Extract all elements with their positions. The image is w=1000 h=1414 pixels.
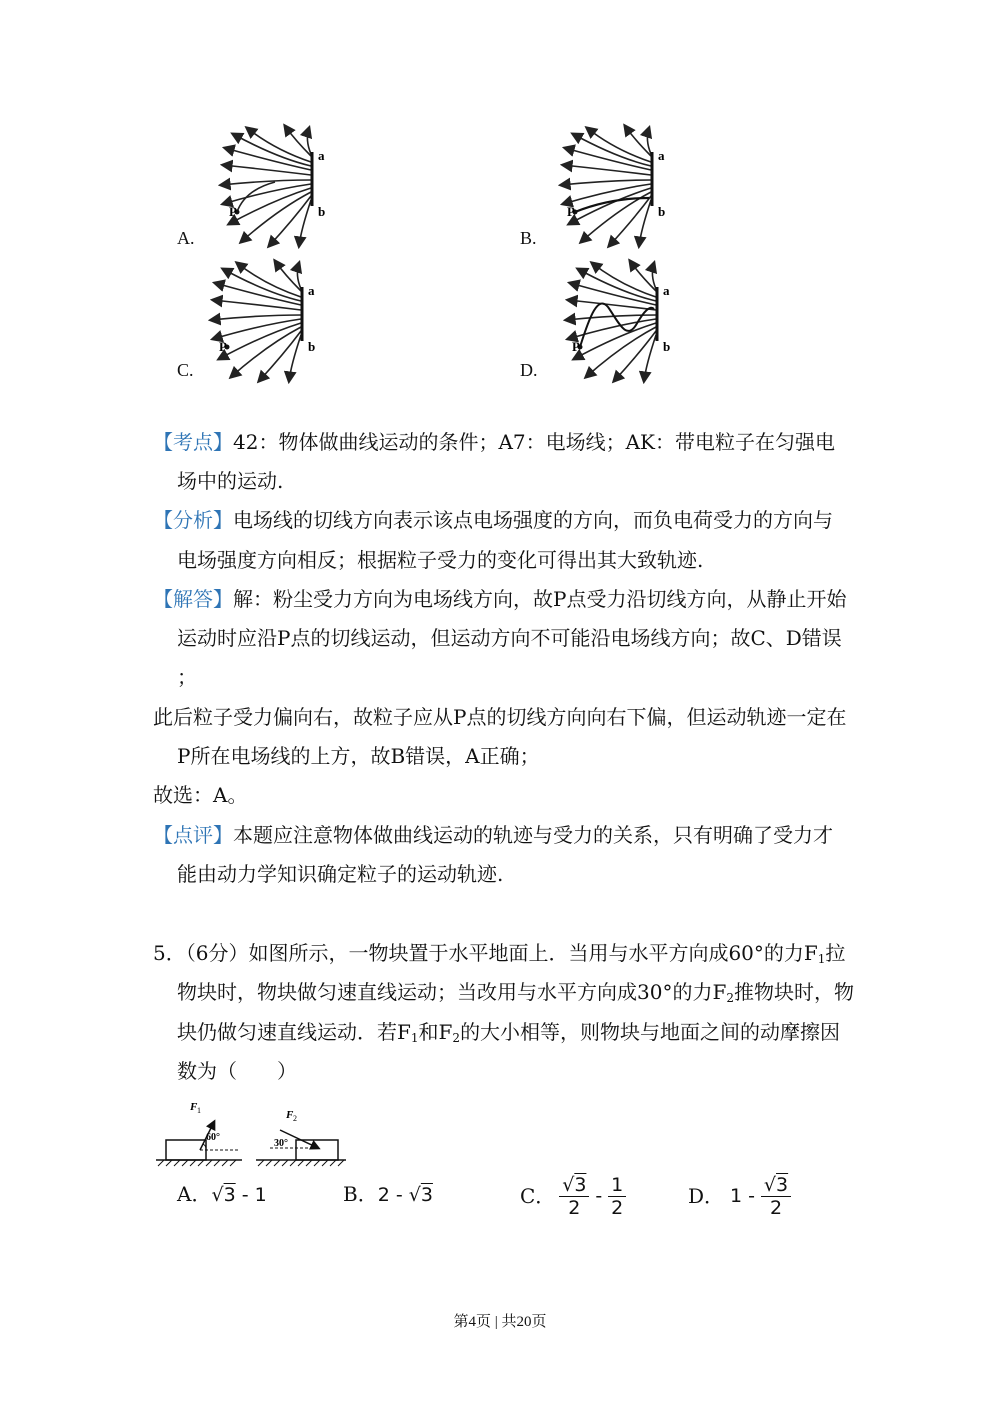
label-a: a <box>663 283 670 298</box>
kaodian-tag: 【考点】 <box>153 430 233 454</box>
figure-option-a <box>215 120 340 250</box>
dianping-tag: 【点评】 <box>153 823 233 847</box>
q5-stem-line2: 物块时，物块做匀速直线运动；当改用与水平方向成30°的力$F_2$推物块时，物 <box>177 980 854 1005</box>
label-p: P <box>219 339 227 354</box>
dianping-line2: 能由动力学知识确定粒子的运动轨迹. <box>177 862 504 886</box>
fenxi-line2: 电场强度方向相反；根据粒子受力的变化可得出其大致轨迹. <box>177 548 704 572</box>
label-a: a <box>318 148 325 163</box>
answer-line: 故选：A。 <box>153 783 248 807</box>
option-c-letter: C. <box>177 360 194 380</box>
jieda-line1: 【解答】解：粉尘受力方向为电场线方向，故P点受力沿切线方向，从静止开始 <box>153 587 847 611</box>
q5-choice-c[interactable]: C． √3 2 - 1 2 <box>520 1170 626 1222</box>
svg-text:F: F <box>190 1101 198 1113</box>
jieda-line2: 运动时应沿P点的切线运动，但运动方向不可能沿电场线方向；故C、D错误 <box>177 626 842 650</box>
label-b: b <box>318 204 326 219</box>
figure-option-d <box>560 255 685 385</box>
page-footer: 第4页 | 共20页 <box>453 1314 547 1330</box>
q5-choice-a[interactable]: A．√3 - 1 <box>177 1182 267 1206</box>
q5-stem-line3: 块仍做匀速直线运动．若$F_1$和$F_2$的大小相等，则物块与地面之间的动摩擦因 <box>177 1020 841 1045</box>
figure-option-c <box>205 255 330 385</box>
q5-stem-line1: 5．（6分）如图所示，一物块置于水平地面上．当用与水平方向成60°的力$F_1$拉 <box>153 941 846 966</box>
q5-choice-d[interactable]: D． 1 - √3 2 <box>688 1170 791 1222</box>
option-d-letter: D. <box>520 360 538 380</box>
analysis-line2: P所在电场线的上方，故B错误，A正确； <box>177 744 540 768</box>
jieda-tag: 【解答】 <box>153 587 233 611</box>
kaodian-line1: 【考点】42：物体做曲线运动的条件；A7：电场线；AK：带电粒子在匀强电 <box>153 430 836 454</box>
label-b: b <box>308 339 316 354</box>
figure-q5-forces <box>150 1092 350 1172</box>
label-p: P <box>572 339 580 354</box>
jieda-line3: ； <box>177 665 197 689</box>
label-a: a <box>308 283 315 298</box>
fenxi-tag: 【分析】 <box>153 508 233 532</box>
label-p: P <box>567 204 575 219</box>
kaodian-line2: 场中的运动. <box>177 469 284 493</box>
dianping-line1: 【点评】本题应注意物体做曲线运动的轨迹与受力的关系，只有明确了受力才 <box>153 823 833 847</box>
svg-text:1: 1 <box>197 1106 201 1115</box>
svg-text:2: 2 <box>293 1114 297 1123</box>
label-a: a <box>658 148 665 163</box>
option-a-letter: A. <box>177 228 195 248</box>
label-p: P <box>229 204 237 219</box>
q5-stem-line4: 数为（ ） <box>177 1059 297 1083</box>
figure-option-b <box>555 120 680 250</box>
option-b-letter: B. <box>520 228 537 248</box>
analysis-line1: 此后粒子受力偏向右，故粒子应从P点的切线方向向右下偏，但运动轨迹一定在 <box>153 705 847 729</box>
svg-text:30°: 30° <box>274 1138 288 1149</box>
svg-text:60°: 60° <box>206 1132 220 1143</box>
svg-text:F: F <box>286 1109 294 1121</box>
label-b: b <box>658 204 666 219</box>
q5-choice-b[interactable]: B．2 - √3 <box>343 1182 433 1206</box>
fenxi-line1: 【分析】电场线的切线方向表示该点电场强度的方向，而负电荷受力的方向与 <box>153 508 833 532</box>
label-b: b <box>663 339 671 354</box>
